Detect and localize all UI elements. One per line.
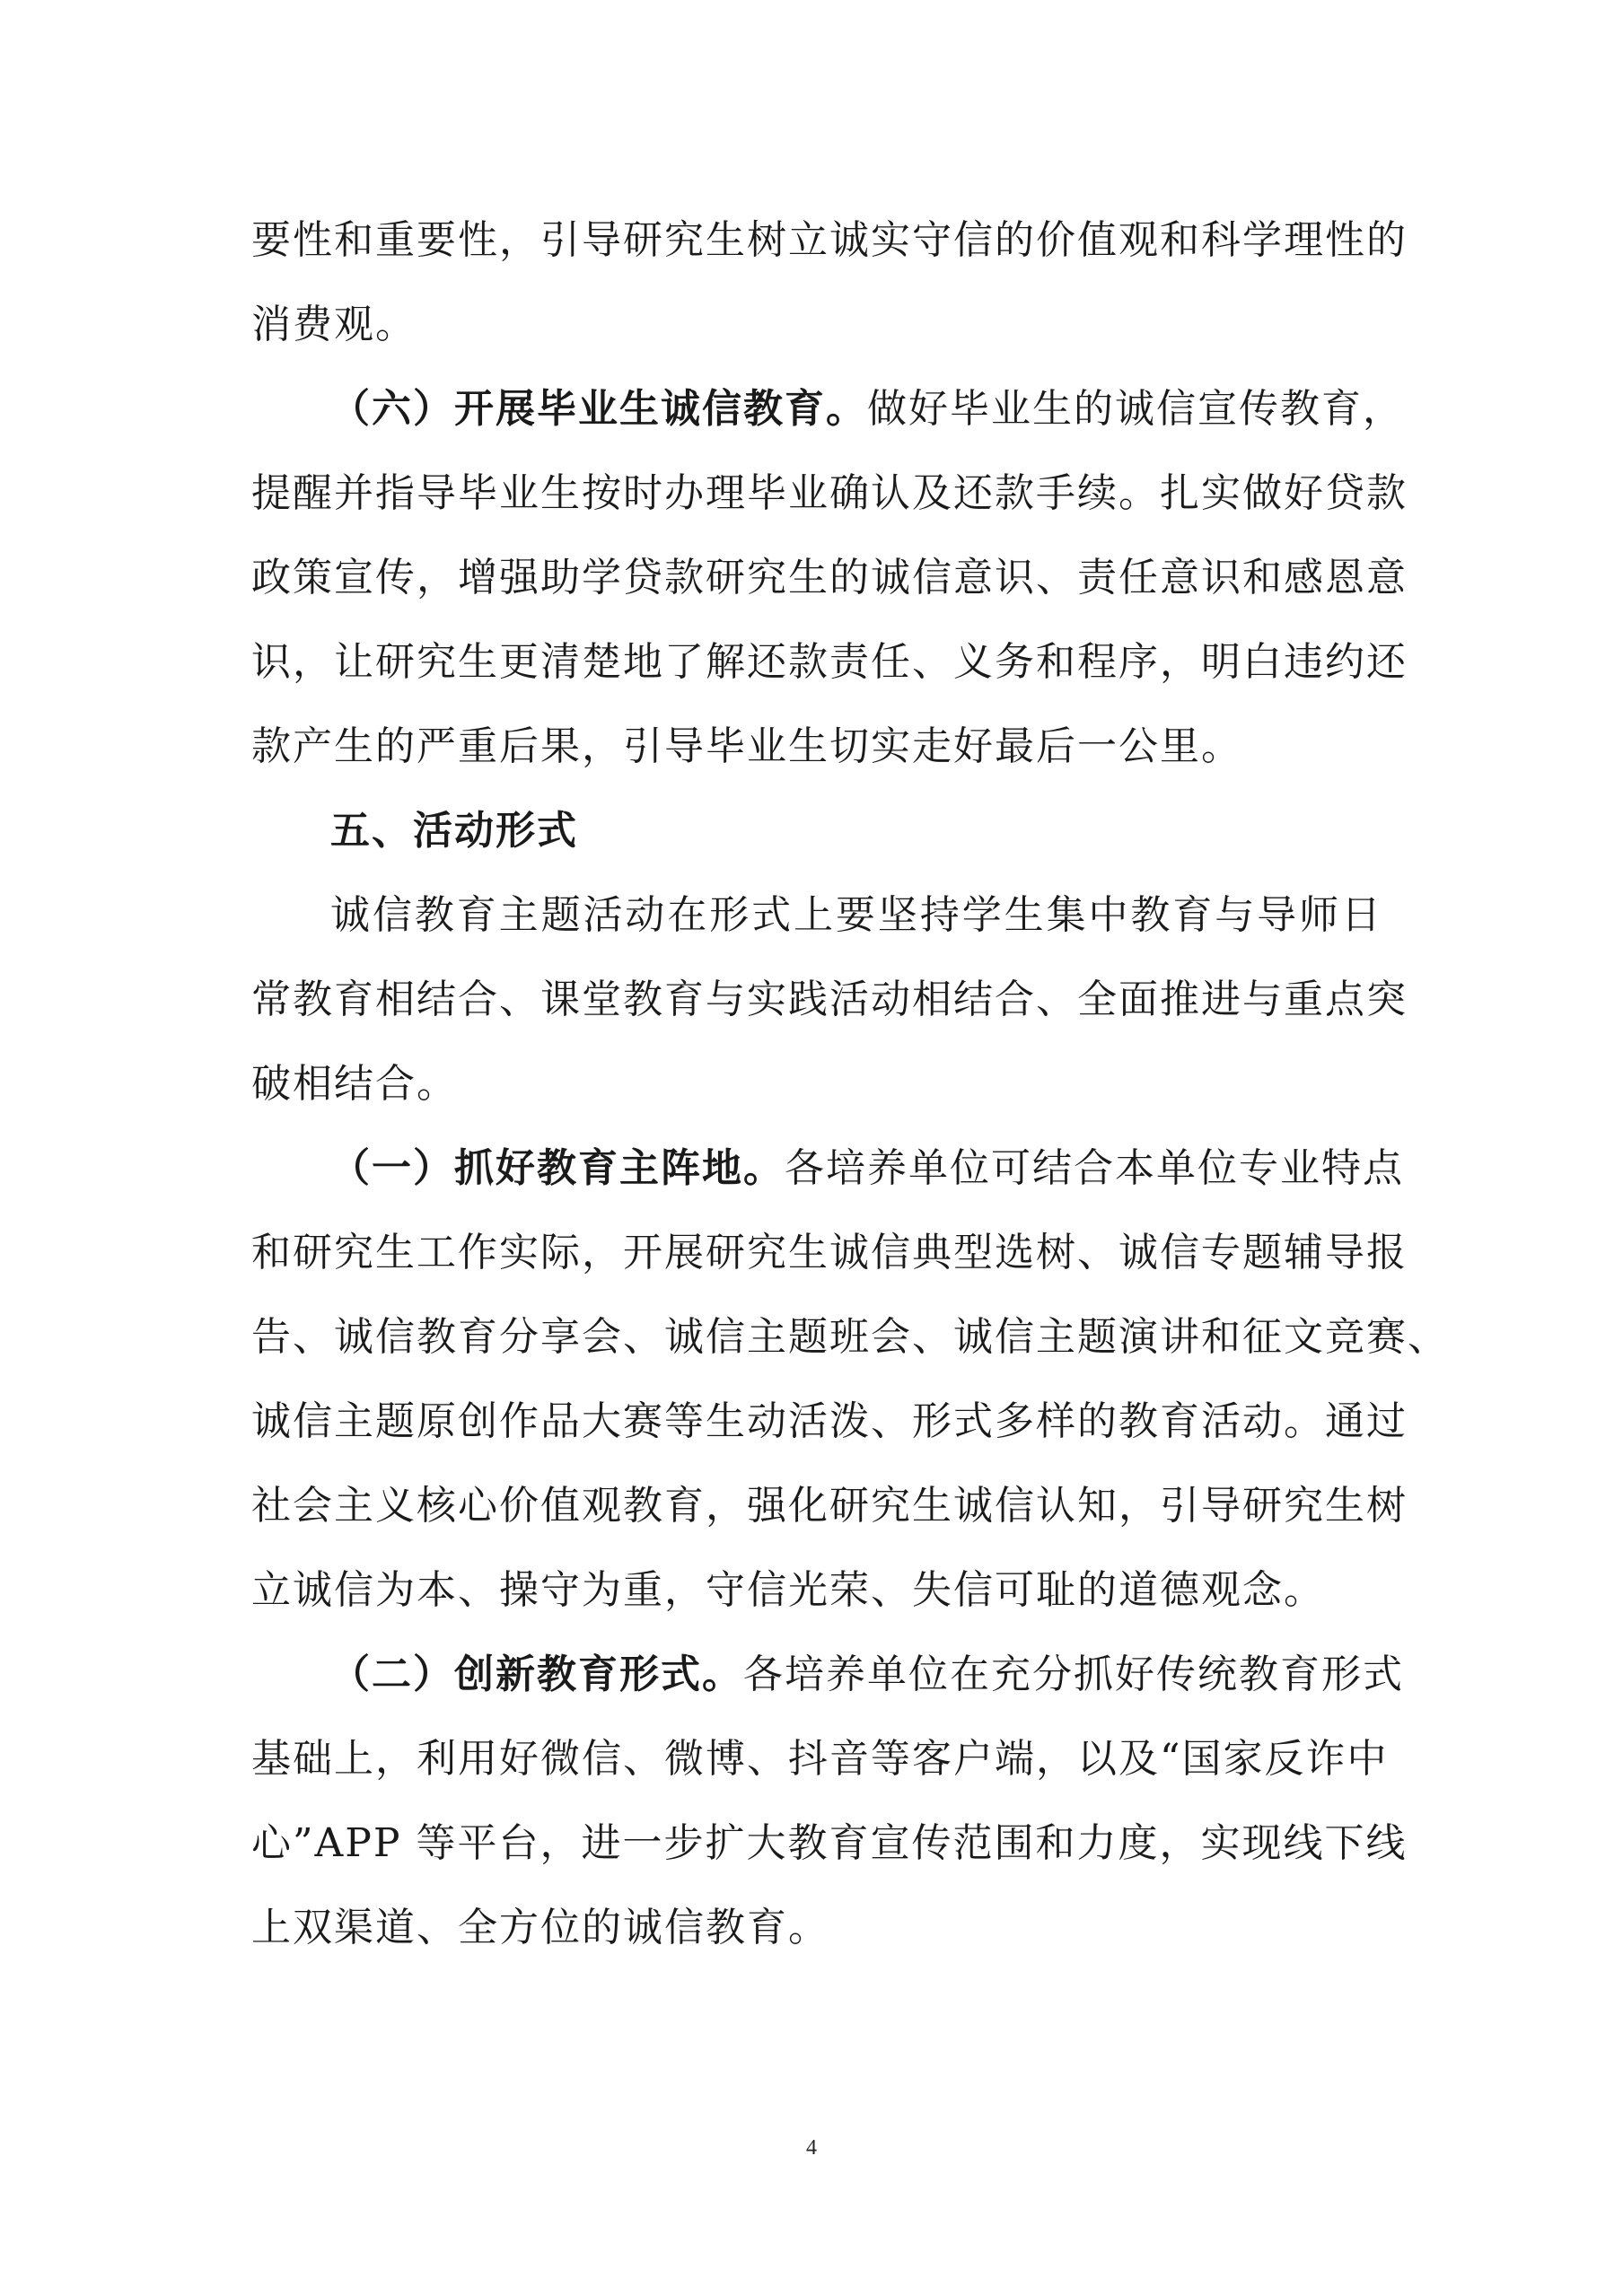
paragraph-first-line	[330, 1650, 1404, 1700]
paragraph-line: 诚信主题原创作品大赛等生动活泼、形式多样的教育活动。通过	[251, 1398, 1408, 1444]
paragraph-line: 上双渠道、全方位的诚信教育。	[251, 1905, 829, 1950]
paragraph-text: 做好毕业生的诚信宣传教育，	[867, 386, 1404, 432]
paragraph-line: 要性和重要性，引导研究生树立诚实守信的价值观和科学理性的	[251, 217, 1408, 263]
paragraph-line: 常教育相结合、课堂教育与实践活动相结合、全面推进与重点突	[251, 977, 1408, 1022]
paragraph-line: 社会主义核心价值观教育，强化研究生诚信认知，引导研究生树	[251, 1483, 1408, 1529]
paragraph-line: 和研究生工作实际，开展研究生诚信典型选树、诚信专题辅导报	[251, 1230, 1408, 1275]
paragraph-first-line	[330, 384, 1404, 434]
paragraph-line: 政策宣传，增强助学贷款研究生的诚信意识、责任意识和感恩意	[251, 555, 1408, 600]
paragraph-first-line	[330, 1144, 1404, 1194]
paragraph-line: 款产生的严重后果，引导毕业生切实走好最后一公里。	[251, 723, 1242, 769]
page-number: 4	[806, 2136, 817, 2160]
paragraph-line: 破相结合。	[251, 1061, 458, 1107]
paragraph-lead-heading: （二）创新教育形式。	[330, 1652, 743, 1697]
paragraph-line: 消费观。	[251, 302, 417, 347]
paragraph-line: 心”APP 等平台，进一步扩大教育宣传范围和力度，实现线下线	[251, 1820, 1408, 1866]
paragraph-lead-heading: （一）抓好教育主阵地。	[330, 1145, 785, 1191]
paragraph-text: 各培养单位可结合本单位专业特点	[785, 1145, 1404, 1191]
paragraph-line: 立诚信为本、操守为重，守信光荣、失信可耻的道德观念。	[251, 1567, 1325, 1613]
paragraph-lead-heading: （六）开展毕业生诚信教育。	[330, 386, 867, 432]
paragraph-line: 诚信教育主题活动在形式上要坚持学生集中教育与导师日	[330, 892, 1382, 938]
paragraph-line: 识，让研究生更清楚地了解还款责任、义务和程序，明白违约还	[251, 639, 1408, 685]
section-heading: 五、活动形式	[330, 808, 578, 854]
paragraph-line: 告、诚信教育分享会、诚信主题班会、诚信主题演讲和征文竞赛、	[251, 1314, 1449, 1360]
paragraph-line: 基础上，利用好微信、微博、抖音等客户端，以及“国家反诈中	[251, 1736, 1389, 1782]
paragraph-text: 各培养单位在充分抓好传统教育形式	[743, 1652, 1404, 1697]
paragraph-line: 提醒并指导毕业生按时办理毕业确认及还款手续。扎实做好贷款	[251, 470, 1408, 516]
